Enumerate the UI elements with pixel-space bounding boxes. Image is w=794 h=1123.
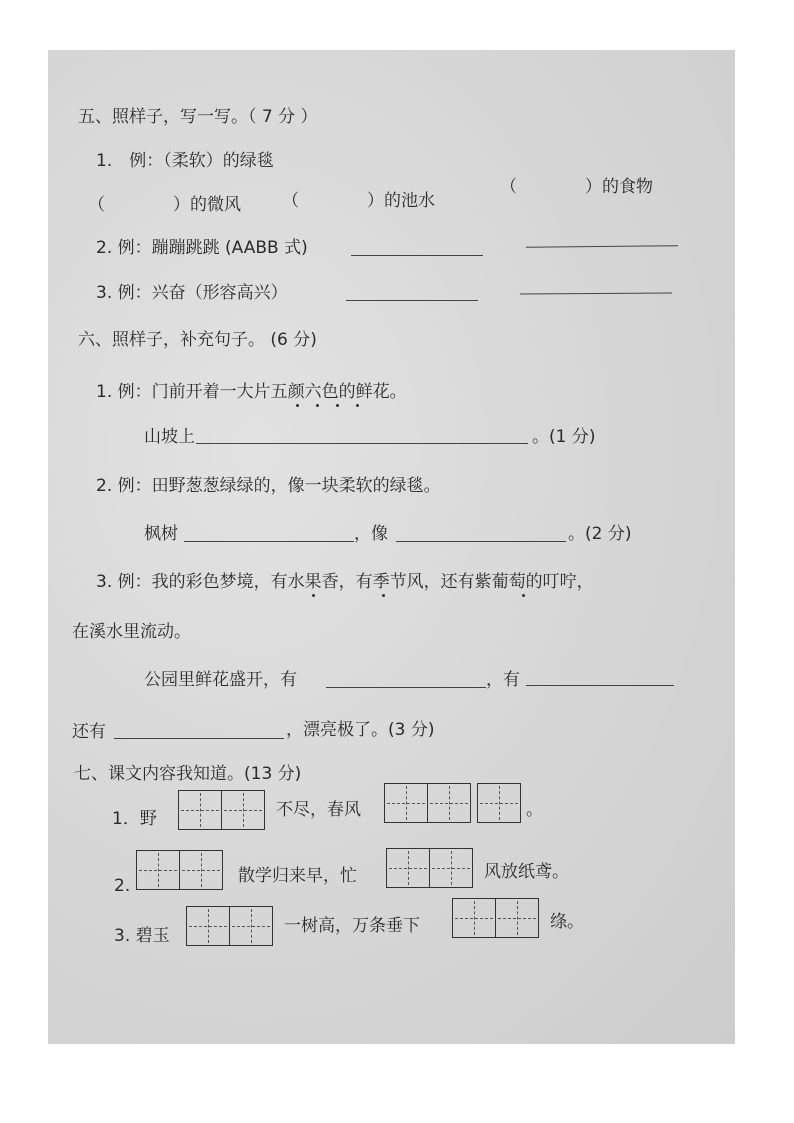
s7-q3-number: 3. 碧玉 [114, 926, 170, 946]
section-6-title: 六、照样子，补充句子。 (6 分) [78, 330, 317, 350]
s7-q2-grid-2[interactable] [386, 848, 473, 888]
emphasis-dot [316, 404, 319, 407]
s5-q1-item-2: （ ）的池水 [282, 191, 435, 211]
s7-q1-mid: 不尽，春风 [276, 800, 361, 820]
emphasis-dot [336, 404, 339, 407]
char-box[interactable] [136, 850, 180, 890]
char-box[interactable] [186, 906, 230, 946]
char-box[interactable] [384, 783, 428, 823]
s7-q1-grid-1[interactable] [178, 790, 265, 830]
section-5-title: 五、照样子，写一写。（ 7 分 ） [78, 107, 318, 127]
char-box[interactable] [229, 906, 273, 946]
s6-q2-suffix: 。(2 分) [568, 524, 632, 544]
s7-q3-end: 绦。 [550, 912, 584, 932]
s7-q3-mid: 一树高，万条垂下 [284, 916, 420, 936]
s6-q3-answer-prefix: 公园里鲜花盛开，有 [144, 670, 297, 690]
s6-q3-blank-2[interactable] [526, 685, 674, 686]
char-box[interactable] [386, 848, 430, 888]
emphasis-dot [522, 594, 525, 597]
s6-q2-blank-2[interactable] [396, 541, 566, 542]
s6-q3-example-line2: 在溪水里流动。 [72, 622, 191, 642]
s7-q2-mid: 散学归来早，忙 [238, 866, 357, 886]
worksheet-photo [48, 50, 735, 1044]
s5-q2-example: 2. 例：蹦蹦跳跳 (AABB 式) [96, 238, 308, 258]
s6-q3-answer2-prefix: 还有 [72, 722, 106, 742]
s6-q1-answer-suffix: 。(1 分) [532, 427, 596, 447]
char-box[interactable] [452, 898, 496, 938]
s6-q2-prefix: 枫树 [144, 524, 178, 544]
emphasis-dot [312, 594, 315, 597]
s7-q1-number: 1．野 [112, 809, 157, 829]
char-box[interactable] [221, 790, 265, 830]
emphasis-dot [382, 594, 385, 597]
emphasis-dot [296, 404, 299, 407]
s5-q3-blank-1[interactable] [346, 300, 478, 301]
emphasis-dot [356, 404, 359, 407]
s7-q2-end: 风放纸鸢。 [484, 862, 569, 882]
s6-q2-blank-1[interactable] [184, 541, 354, 542]
char-box[interactable] [427, 783, 471, 823]
s5-q2-blank-1[interactable] [351, 255, 483, 256]
s6-q1-blank[interactable] [196, 443, 528, 444]
s7-q3-grid-2[interactable] [452, 898, 539, 938]
char-box[interactable] [495, 898, 539, 938]
s7-q3-grid-1[interactable] [186, 906, 273, 946]
char-box[interactable] [178, 790, 222, 830]
s7-q1-grid-2[interactable] [384, 783, 527, 823]
s6-q3-answer-mid: ，有 [486, 670, 520, 690]
s5-q2-blank-2[interactable] [526, 245, 678, 248]
s7-q2-grid-1[interactable] [136, 850, 223, 890]
s6-q3-example-line1: 3. 例：我的彩色梦境，有水果香，有季节风，还有紫葡萄的叮咛， [96, 572, 594, 592]
s7-q2-number: 2. [114, 876, 131, 896]
s6-q1-example: 1. 例：门前开着一大片五颜六色的鲜花。 [96, 382, 407, 402]
s5-q1-item-1: （ ）的微风 [88, 195, 241, 215]
s6-q3-blank-3[interactable] [114, 738, 284, 739]
s7-q1-end: 。 [526, 800, 543, 820]
s6-q3-blank-1[interactable] [326, 687, 486, 688]
s5-q3-blank-2[interactable] [520, 292, 672, 294]
char-box[interactable] [429, 848, 473, 888]
s6-q3-answer2-suffix: ，漂亮极了。(3 分) [286, 720, 435, 740]
s5-q3-example: 3. 例：兴奋（形容高兴） [96, 283, 288, 303]
s6-q1-answer-prefix: 山坡上 [144, 427, 195, 447]
char-box[interactable] [477, 783, 521, 823]
s6-q2-example: 2. 例：田野葱葱绿绿的，像一块柔软的绿毯。 [96, 476, 441, 496]
s5-q1-item-3: （ ）的食物 [500, 177, 653, 197]
char-box[interactable] [179, 850, 223, 890]
s5-q1-example: 1. 例：（柔软）的绿毯 [96, 151, 274, 171]
section-7-title: 七、课文内容我知道。(13 分) [74, 764, 302, 784]
s6-q2-mid: ，像 [354, 524, 388, 544]
